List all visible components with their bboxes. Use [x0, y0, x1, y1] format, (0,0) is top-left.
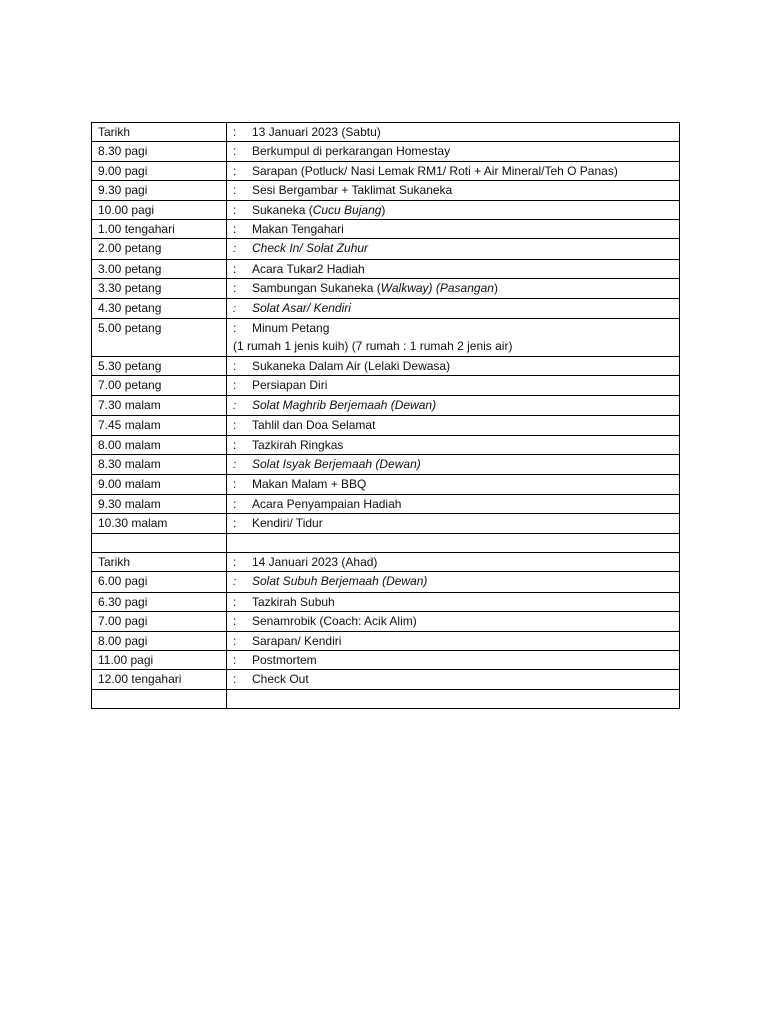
colon-separator: :	[233, 594, 237, 609]
activity-italic-text: Solat Subuh Berjemaah (Dewan)	[252, 574, 428, 589]
schedule-row	[92, 259, 680, 278]
activity-cell	[227, 356, 680, 375]
time-cell: 9.00 pagi	[92, 161, 227, 180]
schedule-row	[92, 200, 680, 219]
schedule-table-body	[92, 123, 680, 709]
schedule-row	[92, 631, 680, 650]
empty-row	[92, 533, 680, 552]
activity-text: Tahlil dan Doa Selamat	[252, 418, 376, 433]
colon-separator: :	[233, 183, 237, 198]
time-cell: 7.00 pagi	[92, 612, 227, 631]
time-cell: 8.00 pagi	[92, 631, 227, 650]
colon-separator: :	[233, 243, 237, 256]
time-cell: 6.00 pagi	[92, 572, 227, 592]
activity-italic-text: Walkway) (Pasangan	[380, 281, 494, 296]
colon-separator: :	[233, 321, 237, 336]
activity-cell	[227, 475, 680, 494]
activity-text: Tazkirah Ringkas	[252, 437, 344, 452]
colon-separator: :	[233, 163, 237, 178]
activity-cell	[227, 572, 680, 592]
activity-italic-text: Solat Asar/ Kendiri	[252, 300, 351, 315]
schedule-row	[92, 435, 680, 454]
colon-separator: :	[233, 437, 237, 452]
time-cell: 12.00 tengahari	[92, 670, 227, 689]
activity-text: Sarapan/ Kendiri	[252, 633, 342, 648]
activity-cell	[227, 435, 680, 454]
colon-separator: :	[233, 477, 237, 492]
schedule-row	[92, 395, 680, 415]
colon-separator: :	[233, 399, 237, 412]
schedule-row	[92, 572, 680, 592]
time-cell: 7.30 malam	[92, 395, 227, 415]
colon-separator: :	[233, 554, 237, 569]
activity-italic-text: Solat Maghrib Berjemaah (Dewan)	[252, 397, 437, 412]
colon-separator: :	[233, 614, 237, 629]
activity-text: Berkumpul di perkarangan Homestay	[252, 144, 451, 159]
activity-cell	[227, 494, 680, 513]
activity-text: Acara Tukar2 Hadiah	[252, 261, 365, 276]
date-row	[92, 123, 680, 142]
activity-italic-text: Cucu Bujang	[312, 202, 382, 217]
activity-italic-text: Check In/ Solat Zuhur	[252, 241, 369, 256]
activity-cell	[227, 239, 680, 259]
time-cell: 9.30 malam	[92, 494, 227, 513]
time-cell: 10.00 pagi	[92, 200, 227, 219]
activity-cell	[227, 631, 680, 650]
activity-text: Sambungan Sukaneka (	[252, 281, 381, 296]
time-cell: 8.30 pagi	[92, 142, 227, 161]
date-label: 14 Januari 2023 (Ahad)	[252, 554, 378, 569]
activity-italic-text: Solat Isyak Berjemaah (Dewan)	[252, 456, 421, 471]
time-cell: 6.30 pagi	[92, 592, 227, 611]
colon-separator: :	[233, 496, 237, 511]
schedule-row	[92, 161, 680, 180]
schedule-row	[92, 454, 680, 474]
schedule-row	[92, 494, 680, 513]
activity-cell	[227, 376, 680, 395]
colon-separator: :	[233, 378, 237, 393]
schedule-row	[92, 142, 680, 161]
activity-cell	[227, 123, 680, 142]
activity-text: Postmortem	[252, 652, 317, 667]
date-label: 13 Januari 2023 (Sabtu)	[252, 125, 381, 139]
time-cell: Tarikh	[92, 552, 227, 571]
activity-subnote: (1 rumah 1 jenis kuih) (7 rumah : 1 rumah 2 jenis air)	[233, 339, 513, 354]
schedule-row	[92, 592, 680, 611]
activity-cell	[227, 689, 680, 708]
time-cell	[92, 689, 227, 708]
schedule-row	[92, 376, 680, 395]
activity-cell	[227, 319, 680, 357]
activity-cell	[227, 670, 680, 689]
activity-cell	[227, 514, 680, 533]
colon-separator: :	[233, 576, 237, 589]
activity-cell	[227, 395, 680, 415]
schedule-row	[92, 670, 680, 689]
activity-text-tail: )	[493, 281, 498, 296]
schedule-document	[91, 122, 679, 709]
activity-cell	[227, 279, 680, 298]
time-cell: 5.30 petang	[92, 356, 227, 375]
schedule-row	[92, 356, 680, 375]
schedule-row	[92, 319, 680, 357]
colon-separator: :	[233, 144, 237, 159]
colon-separator: :	[233, 672, 237, 687]
schedule-row	[92, 416, 680, 435]
colon-separator: :	[233, 633, 237, 648]
time-cell: 4.30 petang	[92, 298, 227, 318]
activity-text: Persiapan Diri	[252, 378, 328, 393]
activity-cell	[227, 552, 680, 571]
schedule-row	[92, 612, 680, 631]
date-row	[92, 552, 680, 571]
activity-text: Sukaneka Dalam Air (Lelaki Dewasa)	[252, 358, 451, 373]
activity-text: Sesi Bergambar + Taklimat Sukaneka	[252, 183, 453, 198]
colon-separator: :	[233, 458, 237, 471]
time-cell: 9.30 pagi	[92, 181, 227, 200]
schedule-table	[91, 122, 680, 709]
activity-cell	[227, 298, 680, 318]
schedule-row	[92, 514, 680, 533]
activity-cell	[227, 259, 680, 278]
colon-separator: :	[233, 516, 237, 531]
activity-cell	[227, 181, 680, 200]
schedule-row	[92, 475, 680, 494]
schedule-row	[92, 279, 680, 298]
colon-separator: :	[233, 222, 237, 237]
schedule-row	[92, 239, 680, 259]
time-cell: 8.30 malam	[92, 454, 227, 474]
colon-separator: :	[233, 358, 237, 373]
time-cell: 10.30 malam	[92, 514, 227, 533]
colon-separator: :	[233, 261, 237, 276]
activity-text: Sukaneka (	[252, 202, 313, 217]
activity-text: Acara Penyampaian Hadiah	[252, 496, 402, 511]
time-cell: 11.00 pagi	[92, 650, 227, 669]
time-cell: 5.00 petang	[92, 319, 227, 357]
colon-separator: :	[233, 281, 237, 296]
activity-cell	[227, 200, 680, 219]
time-cell: 3.30 petang	[92, 279, 227, 298]
schedule-row	[92, 181, 680, 200]
colon-separator: :	[233, 418, 237, 433]
time-cell: 7.00 petang	[92, 376, 227, 395]
colon-separator: :	[233, 125, 237, 139]
activity-cell	[227, 416, 680, 435]
activity-cell	[227, 220, 680, 239]
colon-separator: :	[233, 202, 237, 217]
activity-text: Kendiri/ Tidur	[252, 516, 323, 531]
activity-cell	[227, 592, 680, 611]
activity-cell	[227, 454, 680, 474]
activity-text: Minum Petang	[252, 321, 330, 336]
activity-cell	[227, 161, 680, 180]
activity-text: Makan Malam + BBQ	[252, 477, 367, 492]
time-cell: 7.45 malam	[92, 416, 227, 435]
activity-text: Makan Tengahari	[252, 222, 344, 237]
colon-separator: :	[233, 302, 237, 315]
activity-cell	[227, 650, 680, 669]
schedule-row	[92, 298, 680, 318]
activity-text: Sarapan (Potluck/ Nasi Lemak RM1/ Roti + Air Mineral/Teh O Panas)	[252, 163, 618, 178]
activity-text-tail: )	[381, 202, 386, 217]
time-cell: 9.00 malam	[92, 475, 227, 494]
time-cell: 8.00 malam	[92, 435, 227, 454]
activity-text: Tazkirah Subuh	[252, 594, 335, 609]
activity-cell	[227, 612, 680, 631]
time-cell: 1.00 tengahari	[92, 220, 227, 239]
schedule-row	[92, 650, 680, 669]
time-cell: 2.00 petang	[92, 239, 227, 259]
time-cell: 3.00 petang	[92, 259, 227, 278]
activity-cell	[227, 533, 680, 552]
schedule-row	[92, 220, 680, 239]
activity-cell	[227, 142, 680, 161]
activity-text: Senamrobik (Coach: Acik Alim)	[252, 614, 417, 629]
time-cell: Tarikh	[92, 123, 227, 142]
empty-row	[92, 689, 680, 708]
colon-separator: :	[233, 652, 237, 667]
time-cell	[92, 533, 227, 552]
activity-text: Check Out	[252, 672, 309, 687]
